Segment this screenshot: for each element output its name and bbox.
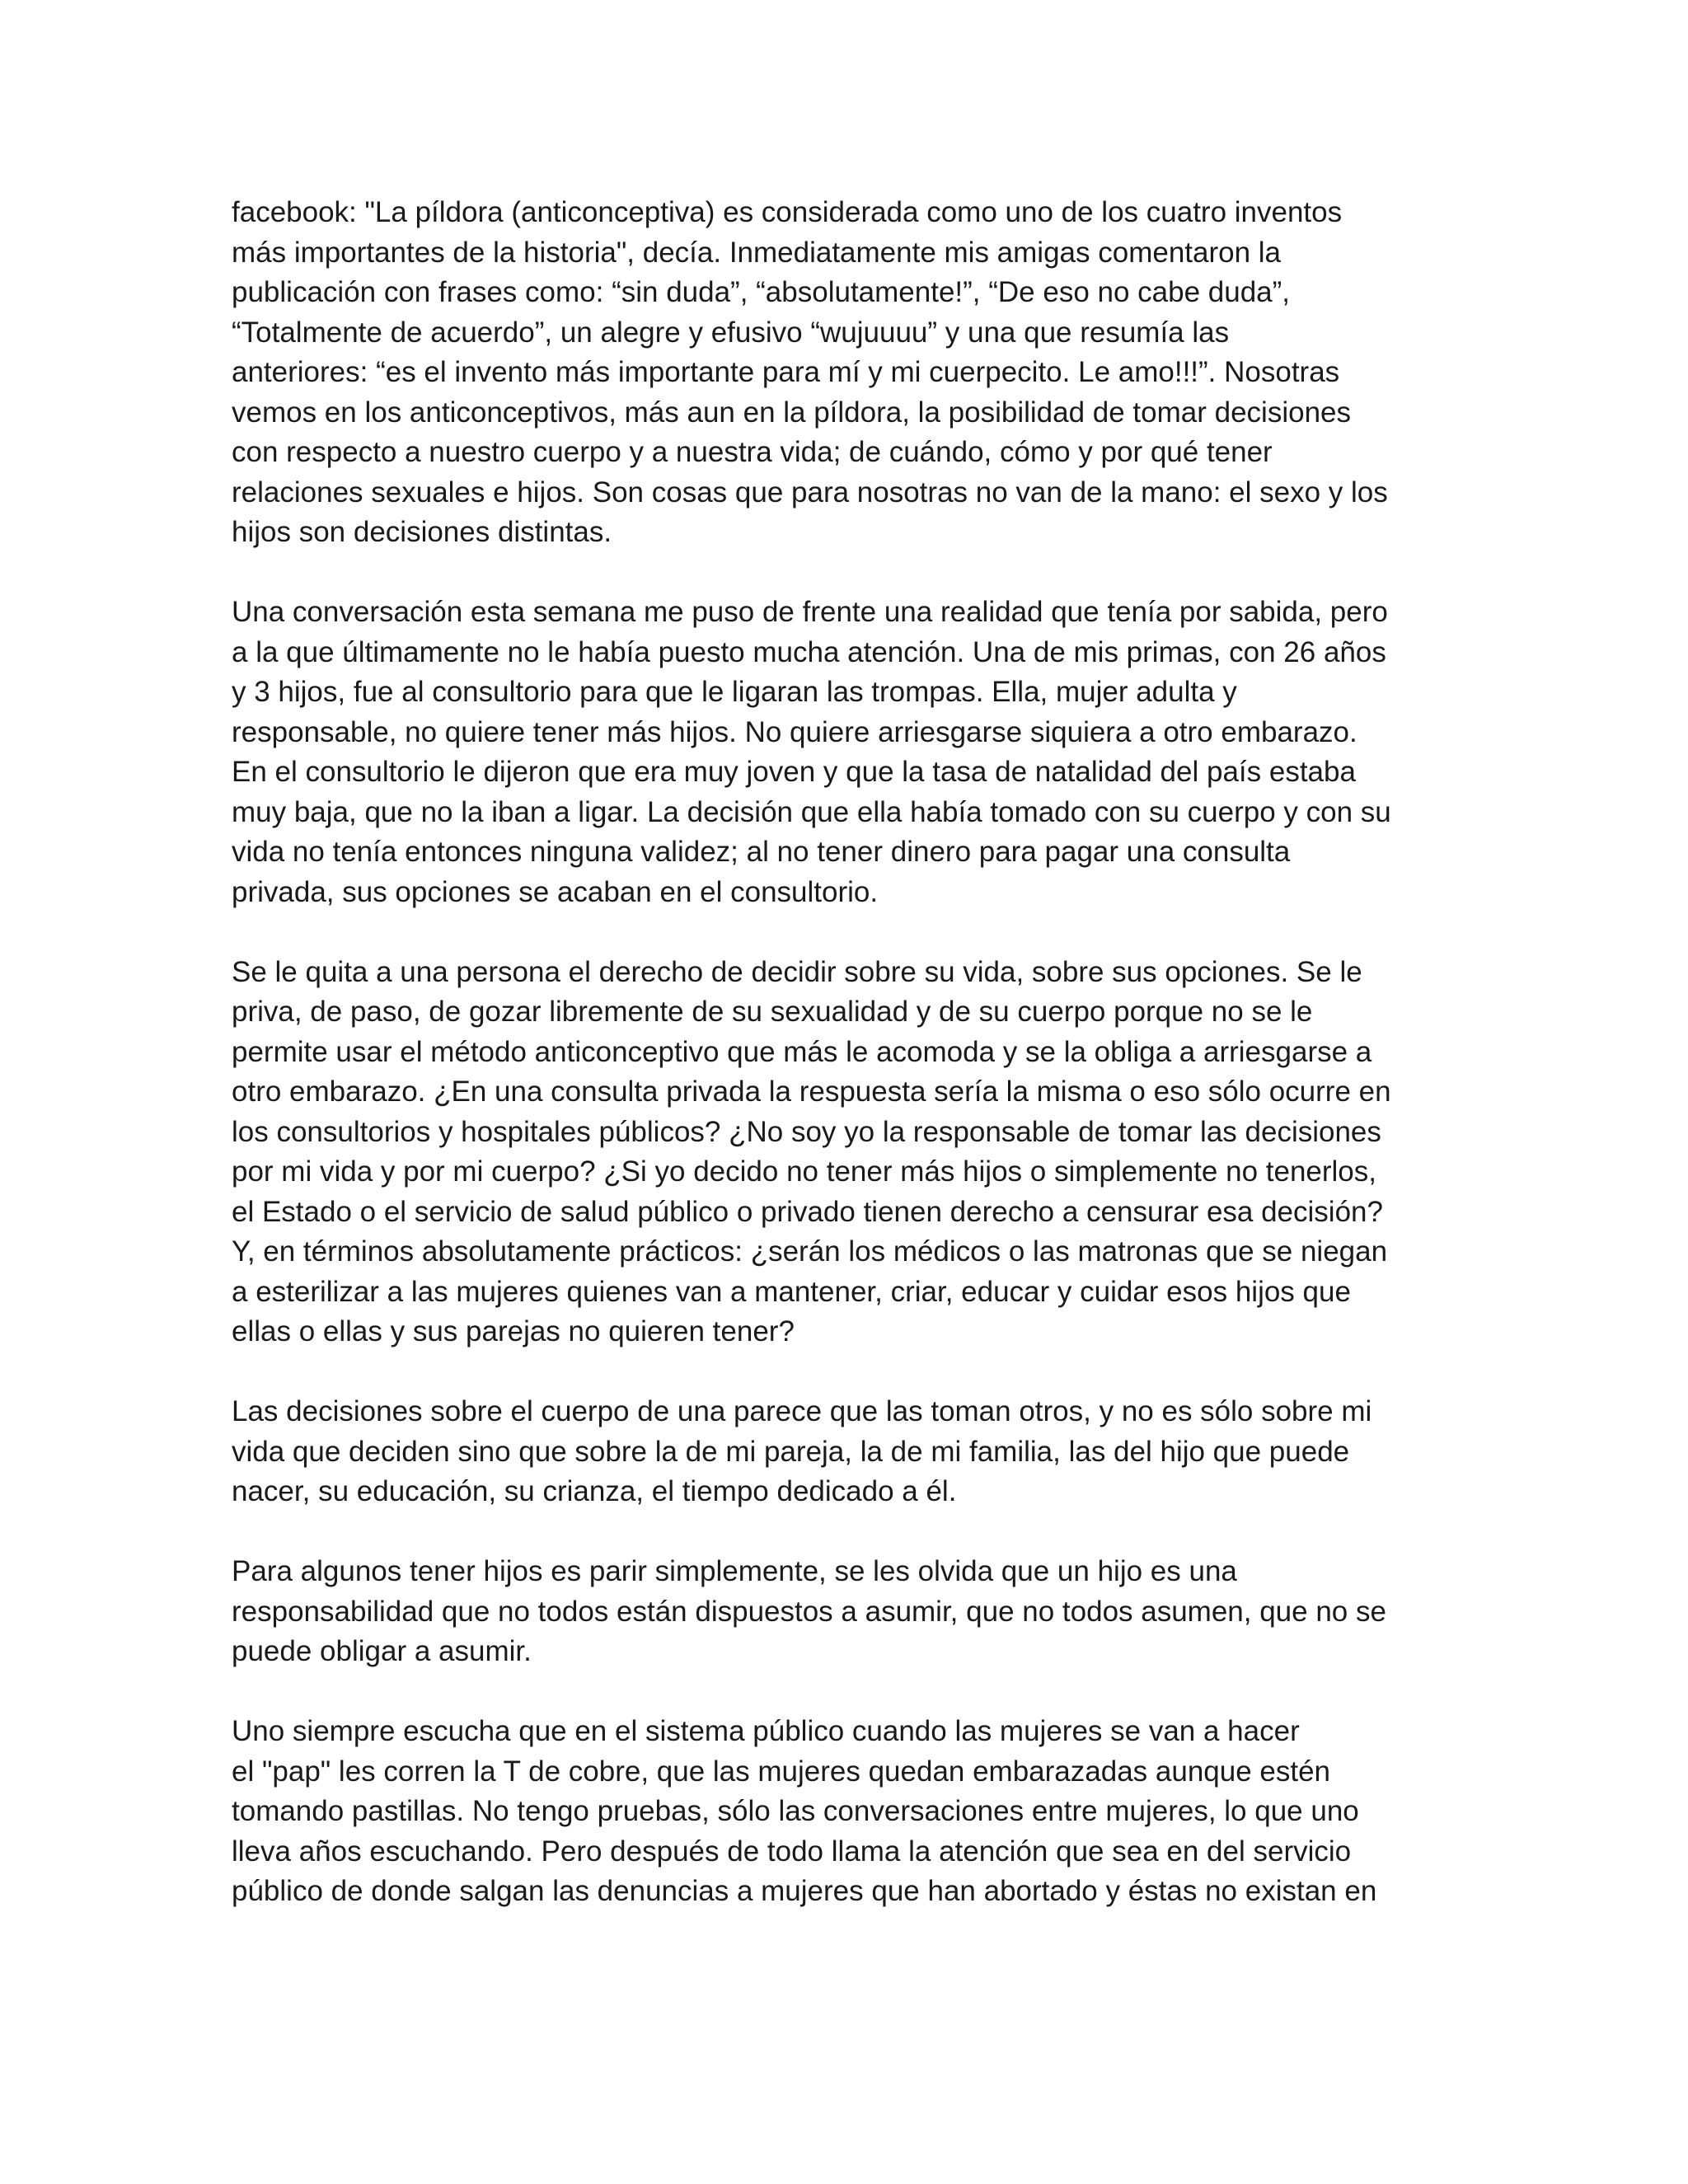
text-line: responsable, no quiere tener más hijos. No quiere arriesgarse siquiera a otro embarazo. bbox=[232, 715, 1357, 748]
text-line: Uno siempre escucha que en el sistema público cuando las mujeres se van a hacer bbox=[232, 1715, 1300, 1747]
text-line: priva, de paso, de gozar libremente de su sexualidad y de su cuerpo porque no se le bbox=[232, 996, 1313, 1028]
paragraph-1 bbox=[232, 193, 1468, 553]
text-line: con respecto a nuestro cuerpo y a nuestra vida; de cuándo, cómo y por qué tener bbox=[232, 436, 1273, 468]
paragraph-2 bbox=[232, 593, 1468, 912]
text-line: Se le quita a una persona el derecho de decidir sobre su vida, sobre sus opciones. Se le bbox=[232, 955, 1362, 988]
text-line: hijos son decisiones distintas. bbox=[232, 516, 612, 548]
text-line: vemos en los anticonceptivos, más aun en la píldora, la posibilidad de tomar decisiones bbox=[232, 396, 1351, 429]
text-line: tomando pastillas. No tengo pruebas, sólo las conversaciones entre mujeres, lo que uno bbox=[232, 1795, 1359, 1827]
text-line: anteriores: “es el invento más importante para mí y mi cuerpecito. Le amo!!!”. Nosotras bbox=[232, 356, 1340, 388]
text-line: Y, en términos absolutamente prácticos: ¿serán los médicos o las matronas que se niegan bbox=[232, 1235, 1388, 1268]
text-line: Las decisiones sobre el cuerpo de una parece que las toman otros, y no es sólo sobre mi bbox=[232, 1395, 1372, 1427]
text-line: lleva años escuchando. Pero después de todo llama la atención que sea en del servicio bbox=[232, 1835, 1352, 1868]
text-line: a la que últimamente no le había puesto mucha atención. Una de mis primas, con 26 años bbox=[232, 635, 1386, 668]
text-line: vida que deciden sino que sobre la de mi pareja, la de mi familia, las del hijo que puede bbox=[232, 1435, 1350, 1468]
paragraph-5 bbox=[232, 1552, 1468, 1672]
text-line: el Estado o el servicio de salud público o privado tienen derecho a censurar esa decisión? bbox=[232, 1195, 1383, 1228]
text-line: responsabilidad que no todos están dispuestos a asumir, que no todos asumen, que no se bbox=[232, 1595, 1386, 1628]
text-line: En el consultorio le dijeron que era muy joven y que la tasa de natalidad del país estaba bbox=[232, 756, 1356, 788]
text-line: nacer, su educación, su crianza, el tiempo dedicado a él. bbox=[232, 1475, 957, 1507]
paragraph-6 bbox=[232, 1712, 1468, 1912]
document-body bbox=[232, 193, 1468, 1952]
text-line: publicación con frases como: “sin duda”, “absolutamente!”, “De eso no cabe duda”, bbox=[232, 276, 1291, 308]
text-line: y 3 hijos, fue al consultorio para que le ligaran las trompas. Ella, mujer adulta y bbox=[232, 676, 1237, 708]
text-line: otro embarazo. ¿En una consulta privada la respuesta sería la misma o eso sólo ocurre en bbox=[232, 1076, 1391, 1108]
text-line: “Totalmente de acuerdo”, un alegre y efusivo “wujuuuu” y una que resumía las bbox=[232, 316, 1230, 349]
text-line: público de donde salgan las denuncias a mujeres que han abortado y éstas no existan en bbox=[232, 1875, 1377, 1907]
text-line: por mi vida y por mi cuerpo? ¿Si yo decido no tener más hijos o simplemente no tenerlos, bbox=[232, 1155, 1376, 1188]
text-line: Una conversación esta semana me puso de frente una realidad que tenía por sabida, pero bbox=[232, 596, 1388, 628]
text-line: el "pap" les corren la T de cobre, que las mujeres quedan embarazadas aunque estén bbox=[232, 1755, 1331, 1788]
text-line: relaciones sexuales e hijos. Son cosas que para nosotras no van de la mano: el sexo y los bbox=[232, 476, 1388, 509]
text-line: muy baja, que no la iban a ligar. La decisión que ella había tomado con su cuerpo y con su bbox=[232, 795, 1391, 828]
text-line: Para algunos tener hijos es parir simplemente, se les olvida que un hijo es una bbox=[232, 1555, 1237, 1587]
text-line: los consultorios y hospitales públicos? ¿No soy yo la responsable de tomar las decisiones bbox=[232, 1115, 1381, 1148]
text-line: permite usar el método anticonceptivo que más le acomoda y se la obliga a arriesgarse a bbox=[232, 1035, 1372, 1068]
paragraph-4 bbox=[232, 1392, 1468, 1512]
text-line: vida no tenía entonces ninguna validez; al no tener dinero para pagar una consulta bbox=[232, 836, 1291, 868]
paragraph-3 bbox=[232, 953, 1468, 1352]
text-line: ellas o ellas y sus parejas no quieren tener? bbox=[232, 1315, 795, 1347]
text-line: puede obligar a asumir. bbox=[232, 1635, 532, 1667]
text-line: más importantes de la historia", decía. Inmediatamente mis amigas comentaron la bbox=[232, 236, 1282, 269]
text-line: privada, sus opciones se acaban en el consultorio. bbox=[232, 875, 879, 908]
text-line: facebook: "La píldora (anticonceptiva) es considerada como uno de los cuatro inventos bbox=[232, 196, 1343, 228]
text-line: a esterilizar a las mujeres quienes van a mantener, criar, educar y cuidar esos hijos que bbox=[232, 1275, 1351, 1308]
